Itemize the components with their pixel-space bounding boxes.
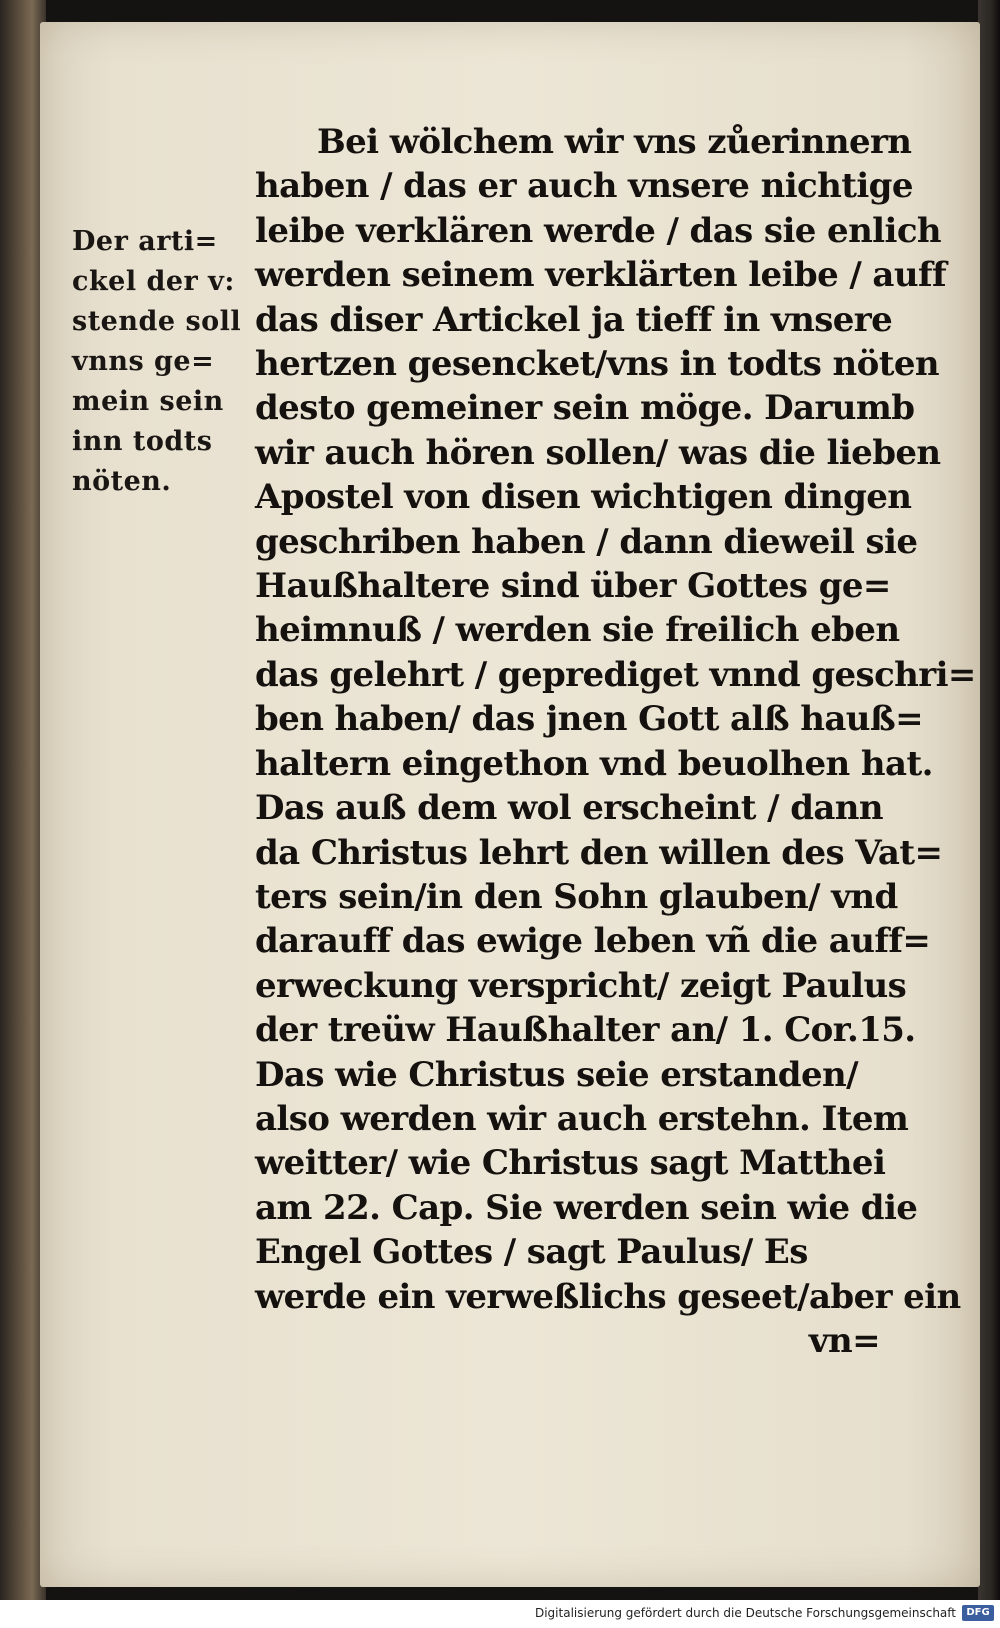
main-text-block — [255, 120, 976, 1363]
text-line: werden seinem verklärten leibe / auff — [255, 255, 947, 296]
marginal-line: nöten. — [72, 466, 172, 497]
text-line: Apostel von disen wichtigen dingen — [255, 477, 912, 518]
text-line: geschriben haben / dann dieweil sie — [255, 521, 918, 562]
text-line: wir auch hören sollen/ was die lieben — [255, 432, 941, 473]
text-line: haltern eingethon vnd beuolhen hat. — [255, 743, 933, 784]
footer-bar — [0, 1600, 1000, 1628]
text-line: desto gemeiner sein möge. Darumb — [255, 388, 915, 429]
text-line: das gelehrt / geprediget vnnd geschri= — [255, 654, 976, 695]
text-line: Engel Gottes / sagt Paulus/ Es — [255, 1232, 808, 1273]
book-cover-edge-right — [978, 0, 1000, 1600]
text-line: also werden wir auch erstehn. Item — [255, 1098, 909, 1139]
marginal-line: inn todts — [72, 426, 213, 457]
text-line: werde ein verweßlichs geseet/aber ein — [255, 1276, 961, 1317]
text-line: Haußhaltere sind über Gottes ge= — [255, 566, 891, 607]
text-line: erweckung verspricht/ zeigt Paulus — [255, 965, 907, 1006]
text-line: da Christus lehrt den willen des Vat= — [255, 832, 943, 873]
catchword: vn= — [808, 1320, 880, 1361]
footer-credit: Digitalisierung gefördert durch die Deutsche Forschungsgemeinschaft — [534, 1606, 956, 1620]
text-line: heimnuß / werden sie freilich eben — [255, 610, 900, 651]
marginal-line: ckel der v: — [72, 266, 235, 297]
text-line: das diser Artickel ja tieff in vnsere — [255, 299, 893, 340]
text-line: hertzen gesencket/vns in todts nöten — [255, 344, 939, 385]
text-line: der treüw Haußhalter an/ 1. Cor.15. — [255, 1010, 916, 1051]
dfg-logo: DFG — [962, 1605, 994, 1621]
text-line: leibe verklären werde / das sie enlich — [255, 210, 942, 251]
marginal-line: Der arti= — [72, 226, 218, 257]
marginal-line: stende soll — [72, 306, 242, 337]
marginal-line: mein sein — [72, 386, 224, 417]
text-line: am 22. Cap. Sie werden sein wie die — [255, 1187, 918, 1228]
text-line: Bei wölchem wir vns zůerinnern — [317, 122, 912, 162]
text-line: ters sein/in den Sohn glauben/ vnd — [255, 876, 898, 917]
text-line: darauff das ewige leben vñ die auff= — [255, 921, 931, 962]
marginal-note — [72, 222, 262, 502]
text-line: haben / das er auch vnsere nichtige — [255, 166, 913, 207]
marginal-line: vnns ge= — [72, 346, 215, 377]
text-line: weitter/ wie Christus sagt Matthei — [255, 1143, 886, 1184]
text-line: ben haben/ das jnen Gott alß hauß= — [255, 699, 924, 740]
text-line: Das wie Christus seie erstanden/ — [255, 1054, 858, 1095]
text-line: Das auß dem wol erscheint / dann — [255, 788, 884, 829]
